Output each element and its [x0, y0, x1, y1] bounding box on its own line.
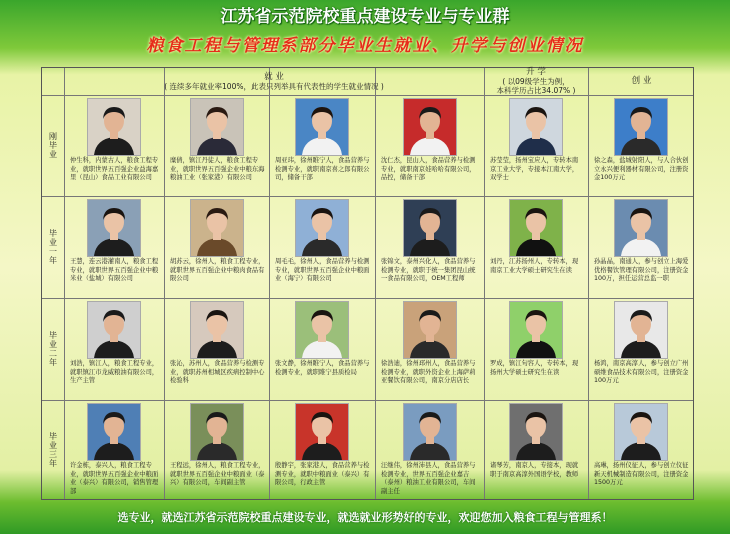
graduate-description: 刘浩，镇江人，粮食工程专业，就职镇江市龙威粮油有限公司，生产主管 [70, 360, 159, 385]
graduate-description: 沈仁杰，昆山人，食品营养与检测专业，就职南京娃哈哈有限公司，品控，储备干部 [381, 157, 476, 182]
graduate-card [64, 298, 164, 400]
further-study-title: 升 学 [526, 67, 546, 77]
row-label: 毕业三年 [48, 431, 58, 468]
graduate-photo [295, 199, 349, 257]
graduate-photo [403, 403, 457, 461]
graduate-card [164, 400, 269, 499]
graduate-photo [403, 301, 457, 359]
graduate-photo [190, 98, 244, 156]
graduate-card [375, 196, 484, 298]
graduate-photo [295, 98, 349, 156]
graduate-card [375, 298, 484, 400]
row-label: 毕业一年 [48, 229, 58, 265]
graduate-card [588, 196, 693, 298]
graduate-card [269, 95, 375, 196]
graduate-card [164, 95, 269, 196]
graduate-photo [403, 98, 457, 156]
graduate-description: 孙晶晶，南通人，参与创立上海爱优格餐饮管理有限公司，注册资金100万，担任运营总监一职 [594, 258, 689, 283]
graduate-description: 罗成，镇江句容人，专转本，现扬州大学硕士研究生在读 [490, 360, 579, 376]
graduate-description: 殷静宇，张家港人，食品营养与检测专业，就职中粮面业（泰兴）有限公司，行政主管 [275, 462, 370, 487]
graduate-photo [87, 199, 141, 257]
graduate-card [164, 298, 269, 400]
further-study-note-1: ( 以09级学生为例， [502, 77, 570, 86]
graduate-photo [190, 403, 244, 461]
page-title: 江苏省示范院校重点建设专业与专业群 [220, 7, 510, 27]
graduate-description: 张锦文，泰州兴化人，食品营养与检测专业，就职于统一集团昆山统一食品有限公司，OEM工程师 [381, 258, 476, 283]
graduate-card [484, 95, 588, 196]
graduate-description: 杨鸿，南京高淳人，参与创立广州硕维食品技术有限公司，注册资金100万元 [594, 360, 689, 385]
page-subtitle: 粮食工程与管理系部分毕业生就业、升学与创业情况 [146, 36, 584, 56]
graduate-description: 胡苏云，徐州人，粮食工程专业，就职世界五百强企业中粮肉食品有限公司 [170, 258, 265, 283]
graduate-card [269, 196, 375, 298]
graduate-card [484, 196, 588, 298]
graduate-description: 仲生科，内蒙古人，粮食工程专业，就职世界五百强企业益海嘉里（昆山）食品工业有限公司 [70, 157, 159, 182]
graduate-card [588, 400, 693, 499]
employment-title: 就 业 [264, 71, 284, 82]
graduate-description: 周毛毛，徐州人，食品营养与检测专业，就职世界五百强企业中粮面业（海宁）有限公司 [275, 258, 370, 283]
graduate-card [375, 95, 484, 196]
graduate-description: 王慧，连云港灌南人，粮食工程专业，就职世界五百强企业中粮米业（盐城）有限公司 [70, 258, 159, 283]
graduate-photo [509, 199, 563, 257]
graduate-card [164, 196, 269, 298]
graduate-description: 刘丹，江苏扬州人，专转本，现南京工业大学硕士研究生在读 [490, 258, 579, 274]
graduate-photo [614, 199, 668, 257]
row-label: 刚毕业 [48, 132, 58, 159]
graduate-photo [87, 403, 141, 461]
graduate-card [64, 196, 164, 298]
graduate-photo [509, 301, 563, 359]
graduate-photo [509, 403, 563, 461]
graduate-description: 高琳，扬州仪征人，参与创立仪征新天机械制造有限公司，注册资金1500万元 [594, 462, 689, 487]
graduate-description: 张文静，徐州睢宁人，食品营养与检测专业，就职睢宁县质检局 [275, 360, 370, 376]
employment-header [64, 68, 484, 95]
graduate-photo [509, 98, 563, 156]
graduates-table [41, 67, 694, 500]
graduate-card [484, 298, 588, 400]
graduate-card [64, 400, 164, 499]
graduate-card [484, 400, 588, 499]
graduate-description: 汪继伟，徐州沛县人，食品营养与检测专业，世界五百强企业嘉吉（泰州）粮油工业有限公司，车间副主任 [381, 462, 476, 495]
graduate-photo [87, 301, 141, 359]
graduate-card [269, 400, 375, 499]
graduate-description: 王程远，徐州人，粮食工程专业，就职世界五百强企业中粮面业（泰兴）有限公司，车间副主管 [170, 462, 265, 487]
graduate-description: 张沁，苏州人，食品营养与检测专业，就职苏州相城区疾病控制中心检验科 [170, 360, 265, 385]
graduate-card [588, 95, 693, 196]
graduate-card [64, 95, 164, 196]
graduate-photo [87, 98, 141, 156]
graduate-description: 许金栋，泰兴人，粮食工程专业，就职世界五百强企业中粮面业（泰兴）有限公司，销售管理部 [70, 462, 159, 495]
graduate-photo [614, 301, 668, 359]
graduate-description: 苏莹莹，扬州宝应人，专转本南京工业大学，专接本江南大学，双学士 [490, 157, 579, 182]
page-footer: 选专业，就选江苏省示范院校重点建设专业，就选就业形势好的专业，欢迎您加入粮食工程与管理系！ [117, 511, 613, 524]
graduate-photo [403, 199, 457, 257]
further-study-header [484, 68, 588, 95]
graduate-description: 诸琴芳，南京人，专接本，现就职于南京高淳外国语学校，教师 [490, 462, 579, 478]
further-study-note-2: 本科学历占比34.07% ) [496, 86, 576, 95]
graduate-photo [295, 403, 349, 461]
graduate-photo [190, 199, 244, 257]
employment-note: ( 连续多年就业率100%，此表只列举具有代表性的学生就业情况 ) [164, 81, 384, 91]
graduate-photo [614, 403, 668, 461]
graduate-photo [614, 98, 668, 156]
graduate-photo [190, 301, 244, 359]
graduate-photo [295, 301, 349, 359]
graduate-card [375, 400, 484, 499]
startup-title: 创 业 [631, 76, 652, 86]
row-label: 毕业二年 [48, 331, 58, 367]
startup-header [588, 68, 695, 95]
graduate-description: 糜倩，镇江丹徒人，粮食工程专业，就职世界五百强企业中粮东海粮油工业（张家港）有限公司 [170, 157, 265, 182]
graduate-card [269, 298, 375, 400]
graduate-card [588, 298, 693, 400]
graduate-description: 徐之森，盐城射阳人，与人合伙创立永兴便利器材有限公司，注册资金100万元 [594, 157, 689, 182]
graduate-description: 徐浩迪，徐州邳州人，食品营养与检测专业，就职外资企业上海萨莉亚餐饮有限公司，南京分店店长 [381, 360, 476, 385]
graduate-description: 周亚玮，徐州睢宁人，食品营养与检测专业，就职南京喜之郎有限公司，储备干部 [275, 157, 370, 182]
